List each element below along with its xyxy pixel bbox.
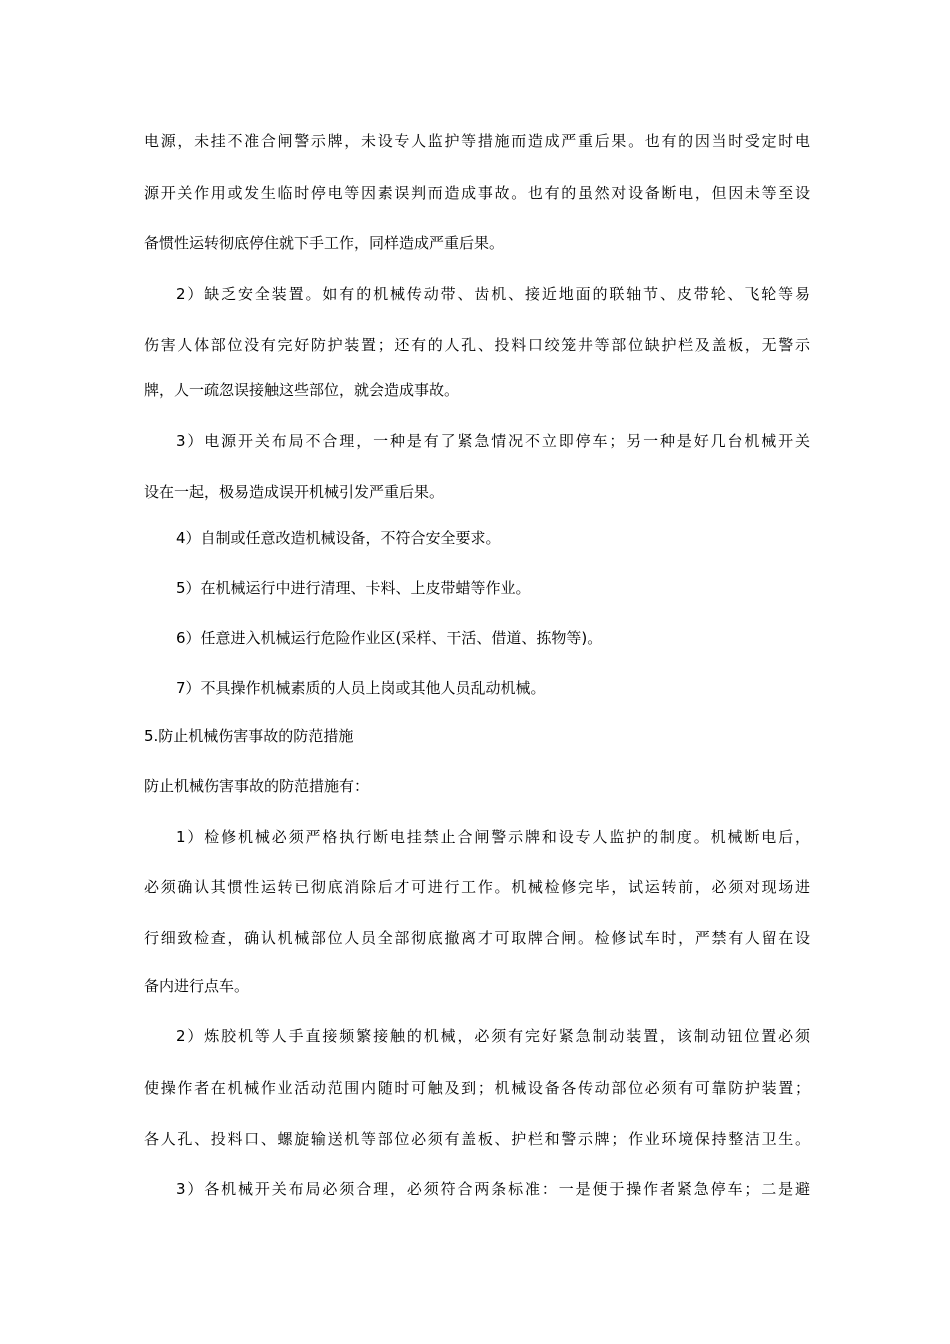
text-line: 各人孔、投料口、螺旋输送机等部位必须有盖板、护栏和警示牌；作业环境保持整洁卫生。 — [144, 1130, 810, 1148]
text-line: 电源，未挂不准合闸警示牌，未设专人监护等措施而造成严重后果。也有的因当时受定时电 — [144, 132, 810, 150]
text-line: 行细致检查，确认机械部位人员全部彻底撤离才可取牌合闸。检修试车时，严禁有人留在设 — [144, 929, 810, 947]
list-item-1: 1）检修机械必须严格执行断电挂禁止合闸警示牌和设专人监护的制度。机械断电后， — [176, 828, 810, 846]
text-line: 设在一起，极易造成误开机械引发严重后果。 — [144, 483, 445, 501]
list-item-3: 3）电源开关布局不合理，一种是有了紧急情况不立即停车；另一种是好几台机械开关 — [176, 432, 810, 450]
text-line: 牌，人一疏忽误接触这些部位，就会造成事故。 — [144, 381, 460, 399]
text-line: 伤害人体部位没有完好防护装置；还有的人孔、投料口绞笼井等部位缺护栏及盖板，无警示 — [144, 336, 810, 354]
text-line: 备惯性运转彻底停住就下手工作，同样造成严重后果。 — [144, 234, 505, 252]
text-line: 使操作者在机械作业活动范围内随时可触及到；机械设备各传动部位必须有可靠防护装置； — [144, 1079, 810, 1097]
list-item-4: 4）自制或任意改造机械设备，不符合安全要求。 — [176, 529, 501, 547]
section-intro: 防止机械伤害事故的防范措施有： — [144, 777, 370, 795]
text-line: 备内进行点车。 — [144, 977, 250, 995]
text-line: 源开关作用或发生临时停电等因素误判而造成事故。也有的虽然对设备断电，但因未等至设 — [144, 184, 810, 202]
list-item-5: 5）在机械运行中进行清理、卡料、上皮带蜡等作业。 — [176, 579, 531, 597]
list-item-3: 3）各机械开关布局必须合理，必须符合两条标准：一是便于操作者紧急停车；二是避 — [176, 1180, 810, 1198]
list-item-2: 2）缺乏安全装置。如有的机械传动带、齿机、接近地面的联轴节、皮带轮、飞轮等易 — [176, 285, 810, 303]
list-item-7: 7）不具操作机械素质的人员上岗或其他人员乱动机械。 — [176, 679, 546, 697]
section-heading: 5.防止机械伤害事故的防范措施 — [144, 727, 354, 745]
text-line: 必须确认其惯性运转已彻底消除后才可进行工作。机械检修完毕，试运转前，必须对现场进 — [144, 878, 810, 896]
list-item-2: 2）炼胶机等人手直接频繁接触的机械，必须有完好紧急制动装置，该制动钮位置必须 — [176, 1027, 810, 1045]
list-item-6: 6）任意进入机械运行危险作业区(采样、干活、借道、拣物等)。 — [176, 629, 603, 647]
